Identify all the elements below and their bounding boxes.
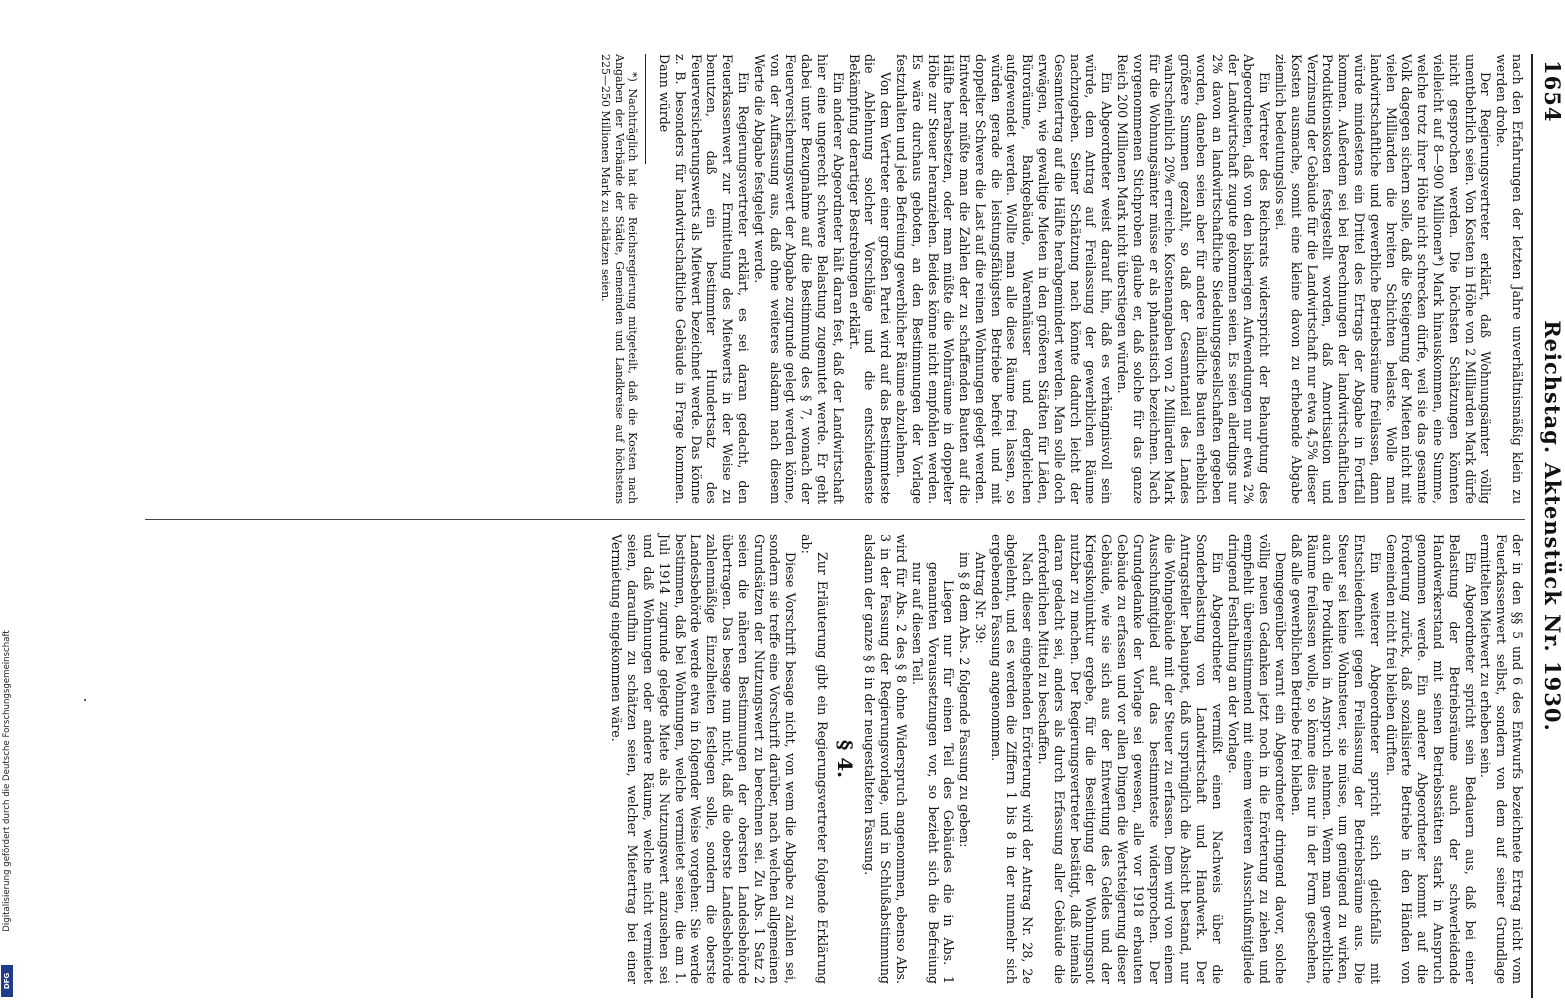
footnote-rule <box>645 54 646 164</box>
paragraph: Ein anderer Abgeordneter hält daran fest, daß der Landwirtschaft hier eine ungerecht schwere Belastung zugemutet werde. Er geht dabei unter Bezugnahme auf die Bestimmung des § 7, wonach der Feuerversicherungswert der Abgabe zugrunde gelegt werden könne, von der Auffassung aus, daß ohne weiteres alsdann nach diesem Werte die Abgabe festgelegt werde. <box>751 54 846 504</box>
column-divider <box>145 519 1525 520</box>
paragraph: Ein Abgeordneter spricht sein Bedauern aus, daß bei einer Belastung der Betriebsräume auch der schwerleidende Handwerkerstand mit seinen Betriebsstätten stark in Anspruch genommen werde. Ein anderer Abgeordneter kommt auf die Forderung zurück, daß sozialisierte Betriebe in den Händen von Gemeinden nicht frei bleiben dürften. <box>1383 534 1478 984</box>
page-title: Reichstag. Aktenstück Nr. 1930. <box>1540 320 1565 732</box>
right-column <box>145 534 1525 984</box>
paragraph: Von dem Vertreter einer großen Partei wird auf das Bestimmteste die Ablehnung solcher Vorschläge und die entschiedenste Bekämpfung derartiger Bestrebungen erklärt. <box>846 54 894 504</box>
quoted-text: Liegen nur für einen Teil des Gebäudes die in Abs. 1 genannten Voraussetzungen vor, so bezieht sich die Befreiung nur auf diesen Teil. <box>909 562 957 984</box>
header-rule <box>1531 54 1533 998</box>
paragraph: nach den Erfahrungen der letzten Jahre unverhältnismäßig klein zu werden drohe. <box>1494 54 1525 504</box>
speck <box>84 699 86 701</box>
paragraph: Ein Abgeordneter vermißt einen Nachweis über die Sonderbelastung von Landwirtschaft und Handwerk. Der Antragsteller behauptet, daß ursprünglich die Absicht bestand, nur die Wohngebäude mit der Steuer zu erfassen. Dem wird von einem Ausschußmitglied auf das bestimmteste widersprochen. Der Grundgedanke der Vorlage sei gewesen, alle vor 1918 erbauten Gebäude zu erfassen und vor allen Dingen die Wertsteigerung dieser Gebäude, wie sie sich aus der Entwertung des Geldes und der Kriegskonjunktur ergebe, für die Beseitigung der Wohnungsnot nutzbar zu machen. Der Regierungsvertreter bestätigt, daß niemals daran gedacht sei, anders als durch Erfassung aller Gebäude die erforderlichen Mittel zu beschaffen. <box>1036 534 1225 984</box>
logo-text: DFG <box>3 972 11 990</box>
paragraph: Ein weiterer Abgeordneter spricht sich gleichfalls mit Entschiedenheit gegen Freilassung der Betriebsräume aus. Die Steuer sei keine Wohnsteuer, sie müsse, um genügend zu wirken, auch die Produktion in Anspruch nehmen. Wenn man gewerbliche Räume freilassen wolle, so könne dies nur in der Form geschehen, daß alle gewerblichen Betriebe frei bleiben. <box>1288 534 1383 984</box>
left-column <box>145 54 1525 504</box>
rotated-page <box>97 54 1565 998</box>
page-header <box>1535 54 1565 998</box>
paragraph: wird für Abs. 2 des § 8 ohne Widerspruch angenommen, ebenso Abs. 3 in der Fassung der Regierungsvorlage, und in Schlußabstimmung alsdann der ganze § 8 in der neugestalteten Fassung. <box>862 534 909 984</box>
section-heading: § 4. <box>832 739 857 779</box>
paragraph: Nach dieser eingehenden Erörterung wird der Antrag Nr. 28, 2e abgelehnt, und es werden die Ziffern 1 bis 8 in der nunmehr sich ergebenden Fassung angenommen. <box>988 534 1036 984</box>
paragraph: der in den §§ 5 und 6 des Entwurfs bezeichnete Ertrag nicht vom Feuerkassenwert selbst, sondern von dem auf seiner Grundlage ermittelten Mietwert zu erheben sein. <box>1478 534 1525 984</box>
paragraph: Der Regierungsvertreter erklärt, daß Wohnungsämter völlig unentbehrlich seien. Von Kosten in Höhe von 2 Milliarden Mark dürfe nicht gesprochen werden. Die höchsten Schätzungen könnten vielleicht auf 8—900 Millionen*) Mark hinauskommen, eine Summe, welche trotz ihrer Höhe nicht schrecken dürfe, weil sie das gesamte Volk dagegen sichern solle, daß die Steigerung der Mieten nicht mit vielen Milliarden die breiten Schichten belaste. Wolle man landwirtschaftliche und gewerbliche Betriebsräume freilassen, dann würde mindestens ein Drittel des Ertrags der Abgabe in Fortfall kommen. Außerdem sei bei Berechnungen der landwirtschaftlichen Produktionskosten festgestellt worden, daß Amortisation und Verzinsung der Gebäude für die Landwirtschaft nur etwa 4,5% dieser Kosten ausmache, somit eine kleine davon zu erhebende Abgabe ziemlich bedeutungslos sei. <box>1273 54 1494 504</box>
paragraph: Ein Vertreter des Reichsrats widerspricht der Behauptung des Abgeordneten, daß von den bisherigen Aufwendungen nur etwa 2% der Landwirtschaft zugute gekommen seien. Es seien allerdings nur 2% davon an landwirtschaftliche Siedelungsgesellschaften gegeben worden, daneben seien aber für andere ländliche Bauten erheblich größere Summen gezahlt, so daß der Gesamtanteil des Landes wahrscheinlich 20% erreiche. Kostenangaben von 2 Milliarden Mark für die Wohnungsämter müsse er als phantastisch bezeichnen. Nach vorgenommenen Stichproben glaube er, daß solche für das ganze Reich 200 Millionen Mark nicht überstiegen würden. <box>1115 54 1273 504</box>
digitization-note: Digitalisierung gefördert durch die Deutsche Forschungsgemeinschaft <box>2 630 12 932</box>
paragraph: Diese Vorschrift besage nicht, von wem die Abgabe zu zahlen sei, sondern sie treffe eine Vorschrift darüber, nach welchen allgemeinen Grundsätzen der Nutzungswert zu berechnen sei. Zu Abs. 1 Satz 2 seien die näheren Bestimmungen der obersten Landesbehörde übertragen. Das besage nun nicht, daß die oberste Landesbehörde zahlenmäßige Einzelheiten festlegen solle, sondern die oberste Landesbehörde werde etwa in folgender Weise vorgehen: Sie werde bestimmen, daß bei Wohnungen, welche vermietet seien, die am 1. Juli 1914 zugrunde gelegte Miete als Nutzungswert anzusehen sei und daß Wohnungen oder andere Räume, welche nicht vermietet seien, daraufhin zu schätzen seien, welcher Mietertrag bei einer Vermietung eingekommen wäre. <box>609 534 799 984</box>
digitization-credit <box>2 605 14 995</box>
paragraph: im § 8 dem Abs. 2 folgende Fassung zu geben: <box>957 552 973 848</box>
dfg-logo-icon <box>1 965 13 997</box>
page-number: 1654 <box>1540 60 1565 123</box>
paragraph: Ein Regierungsvertreter erklärt, es sei daran gedacht, den Feuerkassenwert zur Ermittelung des Mietwerts in der Weise zu benutzen, daß ein bestimmter Hundertsatz des Feuerversicherungswerts als Mietwert bezeichnet werde. Das könne z. B. besonders für landwirtschaftliche Gebäude in Frage kommen. Dann würde <box>656 54 751 504</box>
paragraph: Zur Erläuterung gibt ein Regierungsvertreter folgende Erklärung ab: <box>798 534 830 984</box>
footnote: *) Nachträglich hat die Reichsregierung mitgeteilt, daß die Kosten nach Angaben der Verbände der Städte, Gemeinden und Landkreise auf höchstens 225—250 Millionen Mark zu schätzen seien. <box>598 54 640 504</box>
motion-label: Antrag Nr. 39: <box>972 552 988 644</box>
paragraph: Ein Abgeordneter weist darauf hin, daß es verhängnisvoll sein würde, dem Antrag auf Freilassung der gewerblichen Räume nachzugeben. Seiner Schätzung nach könnte dadurch leicht der Gesamtertrag auf die Hälfte herabgemindert werden. Man solle doch erwägen, wie gewaltige Mieten in den größeren Städten für Läden, Büroräume, Bankgebäude, Warenhäuser und dergleichen aufgewendet werden. Wollte man alle diese Räume frei lassen, so würden gerade die leistungsfähigsten Betriebe befreit und mit doppelter Schwere die Last auf die reinen Wohnungen gelegt werden. Entweder müßte man die Zahlen der zu schaffenden Bauten auf die Hälfte herabsetzen, oder man müßte die Wohnräume in doppelter Höhe zur Steuer heranziehen. Beides könne nicht empfohlen werden. Es wäre durchaus geboten, an den Bestimmungen der Vorlage festzuhalten und jede Befreiung gewerblicher Räume abzulehnen. <box>893 54 1115 504</box>
paragraph: Demgegenüber warnt ein Abgeordneter dringend davor, solche völlig neuen Gedanken jetzt noch in die Erörterung zu ziehen und empfiehlt übereinstimmend mit einem weiteren Ausschußmitgliede dringend Festhaltung an der Vorlage. <box>1225 534 1289 984</box>
